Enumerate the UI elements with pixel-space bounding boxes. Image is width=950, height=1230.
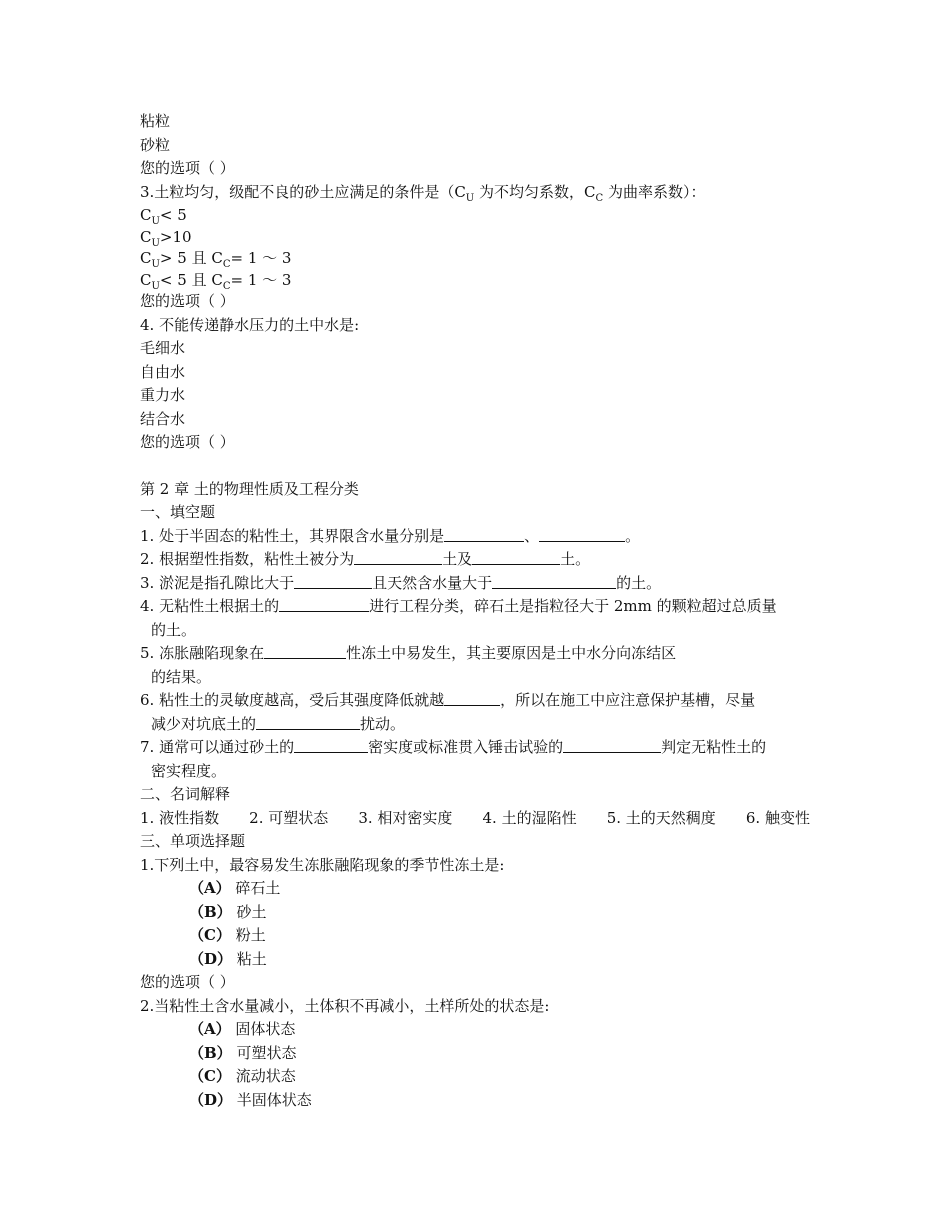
term-item: 4. 土的湿陷性	[482, 808, 577, 827]
spacer	[140, 455, 830, 478]
answer-blank	[444, 526, 524, 542]
section-heading: 三、单项选择题	[140, 832, 246, 850]
mc-option: （C） 粉土	[189, 926, 266, 944]
fill-blank-7: 7. 通常可以通过砂土的 密实度或标准贯入锤击试验的 判定无粘性土的	[140, 738, 767, 756]
option-text: 砂粒	[140, 135, 171, 154]
term-item: 3. 相对密实度	[358, 808, 453, 827]
term-item: 6. 触变性	[745, 808, 810, 827]
fill-blank-4-cont: 的土。	[151, 620, 197, 639]
mc-option: （A） 固体状态	[189, 1020, 296, 1038]
fill-blank-2: 2. 根据塑性指数，粘性土被分为 土及 土。	[140, 550, 591, 568]
option-text: 重力水	[140, 386, 186, 404]
mc-option: （B） 砂土	[189, 902, 267, 921]
answer-blank	[279, 596, 369, 612]
option-cu-gt-10: $C_U>10$	[140, 227, 192, 249]
answer-blank	[264, 643, 346, 659]
term-item: 5. 土的天然稠度	[606, 808, 716, 827]
choice-prompt: 您的选项（ ）	[140, 973, 235, 991]
option-text: 结合水	[140, 409, 186, 428]
option-text: 毛细水	[140, 339, 186, 357]
option-text: 粘粒	[140, 112, 171, 130]
fill-blank-4: 4. 无粘性土根据土的 进行工程分类，碎石土是指粒径大于 2mm 的颗粒超过总质量	[140, 597, 777, 615]
answer-blank	[492, 573, 616, 589]
answer-blank	[354, 549, 442, 565]
mc-option: （B） 可塑状态	[189, 1043, 297, 1062]
choice-prompt: 您的选项（ ）	[140, 292, 235, 310]
mc-option: （D） 粘土	[189, 949, 267, 968]
section-heading: 二、名词解释	[140, 785, 231, 803]
answer-blank	[444, 690, 500, 706]
option-cu-gt-5-cc: $C_U> 5$ 且 $C_C= 1$ ～ 3	[140, 249, 292, 270]
fill-blank-5: 5. 冻胀融陷现象在 性冻土中易发生，其主要原因是土中水分向冻结区	[140, 644, 677, 662]
question-4: 4. 不能传递静水压力的土中水是:	[140, 315, 360, 334]
answer-blank	[539, 526, 625, 542]
mc-question-2: 2.当粘性土含水量减小，土体积不再减小，土样所处的状态是:	[140, 996, 550, 1015]
term-list	[140, 807, 810, 831]
fill-blank-1: 1. 处于半固态的粘性土，其界限含水量分别是 、 。	[140, 526, 641, 545]
answer-blank	[472, 549, 560, 565]
term-item: 1. 液性指数	[140, 808, 220, 827]
answer-blank	[294, 573, 372, 589]
term-item: 2. 可塑状态	[249, 808, 329, 827]
fill-blank-6-cont: 减少对坑底土的 扰动。	[151, 714, 406, 733]
choice-prompt: 您的选项（ ）	[140, 159, 235, 177]
option-cu-lt-5-cc: $C_U< 5$ 且 $C_C= 1$ ～ 3	[140, 270, 292, 292]
mc-option: （D） 半固体状态	[189, 1090, 312, 1109]
document-page	[140, 110, 830, 1112]
answer-blank	[563, 737, 661, 753]
question-3: 3.土粒均匀，级配不良的砂土应满足的条件是（$C_U$ 为不均匀系数，$C_C$ 为曲率系数）：	[140, 182, 706, 204]
chapter-title: 第 2 章 土的物理性质及工程分类	[140, 479, 359, 498]
fill-blank-7-cont: 密实程度。	[151, 761, 227, 780]
option-cu-lt-5: $C_U< 5$	[140, 206, 187, 227]
mc-option: （C） 流动状态	[189, 1067, 296, 1085]
answer-blank	[294, 737, 368, 753]
mc-option: （A） 碎石土	[189, 879, 281, 897]
fill-blank-6: 6. 粘性土的灵敏度越高，受后其强度降低就越 ，所以在施工中应注意保护基槽，尽量	[140, 691, 756, 709]
option-text: 自由水	[140, 362, 186, 381]
mc-question-1: 1.下列土中，最容易发生冻胀融陷现象的季节性冻土是:	[140, 855, 505, 874]
answer-blank	[256, 714, 360, 730]
choice-prompt: 您的选项（ ）	[140, 433, 235, 451]
section-heading: 一、填空题	[140, 503, 216, 521]
fill-blank-3: 3. 淤泥是指孔隙比大于 且天然含水量大于 的土。	[140, 573, 662, 592]
fill-blank-5-cont: 的结果。	[151, 667, 212, 686]
